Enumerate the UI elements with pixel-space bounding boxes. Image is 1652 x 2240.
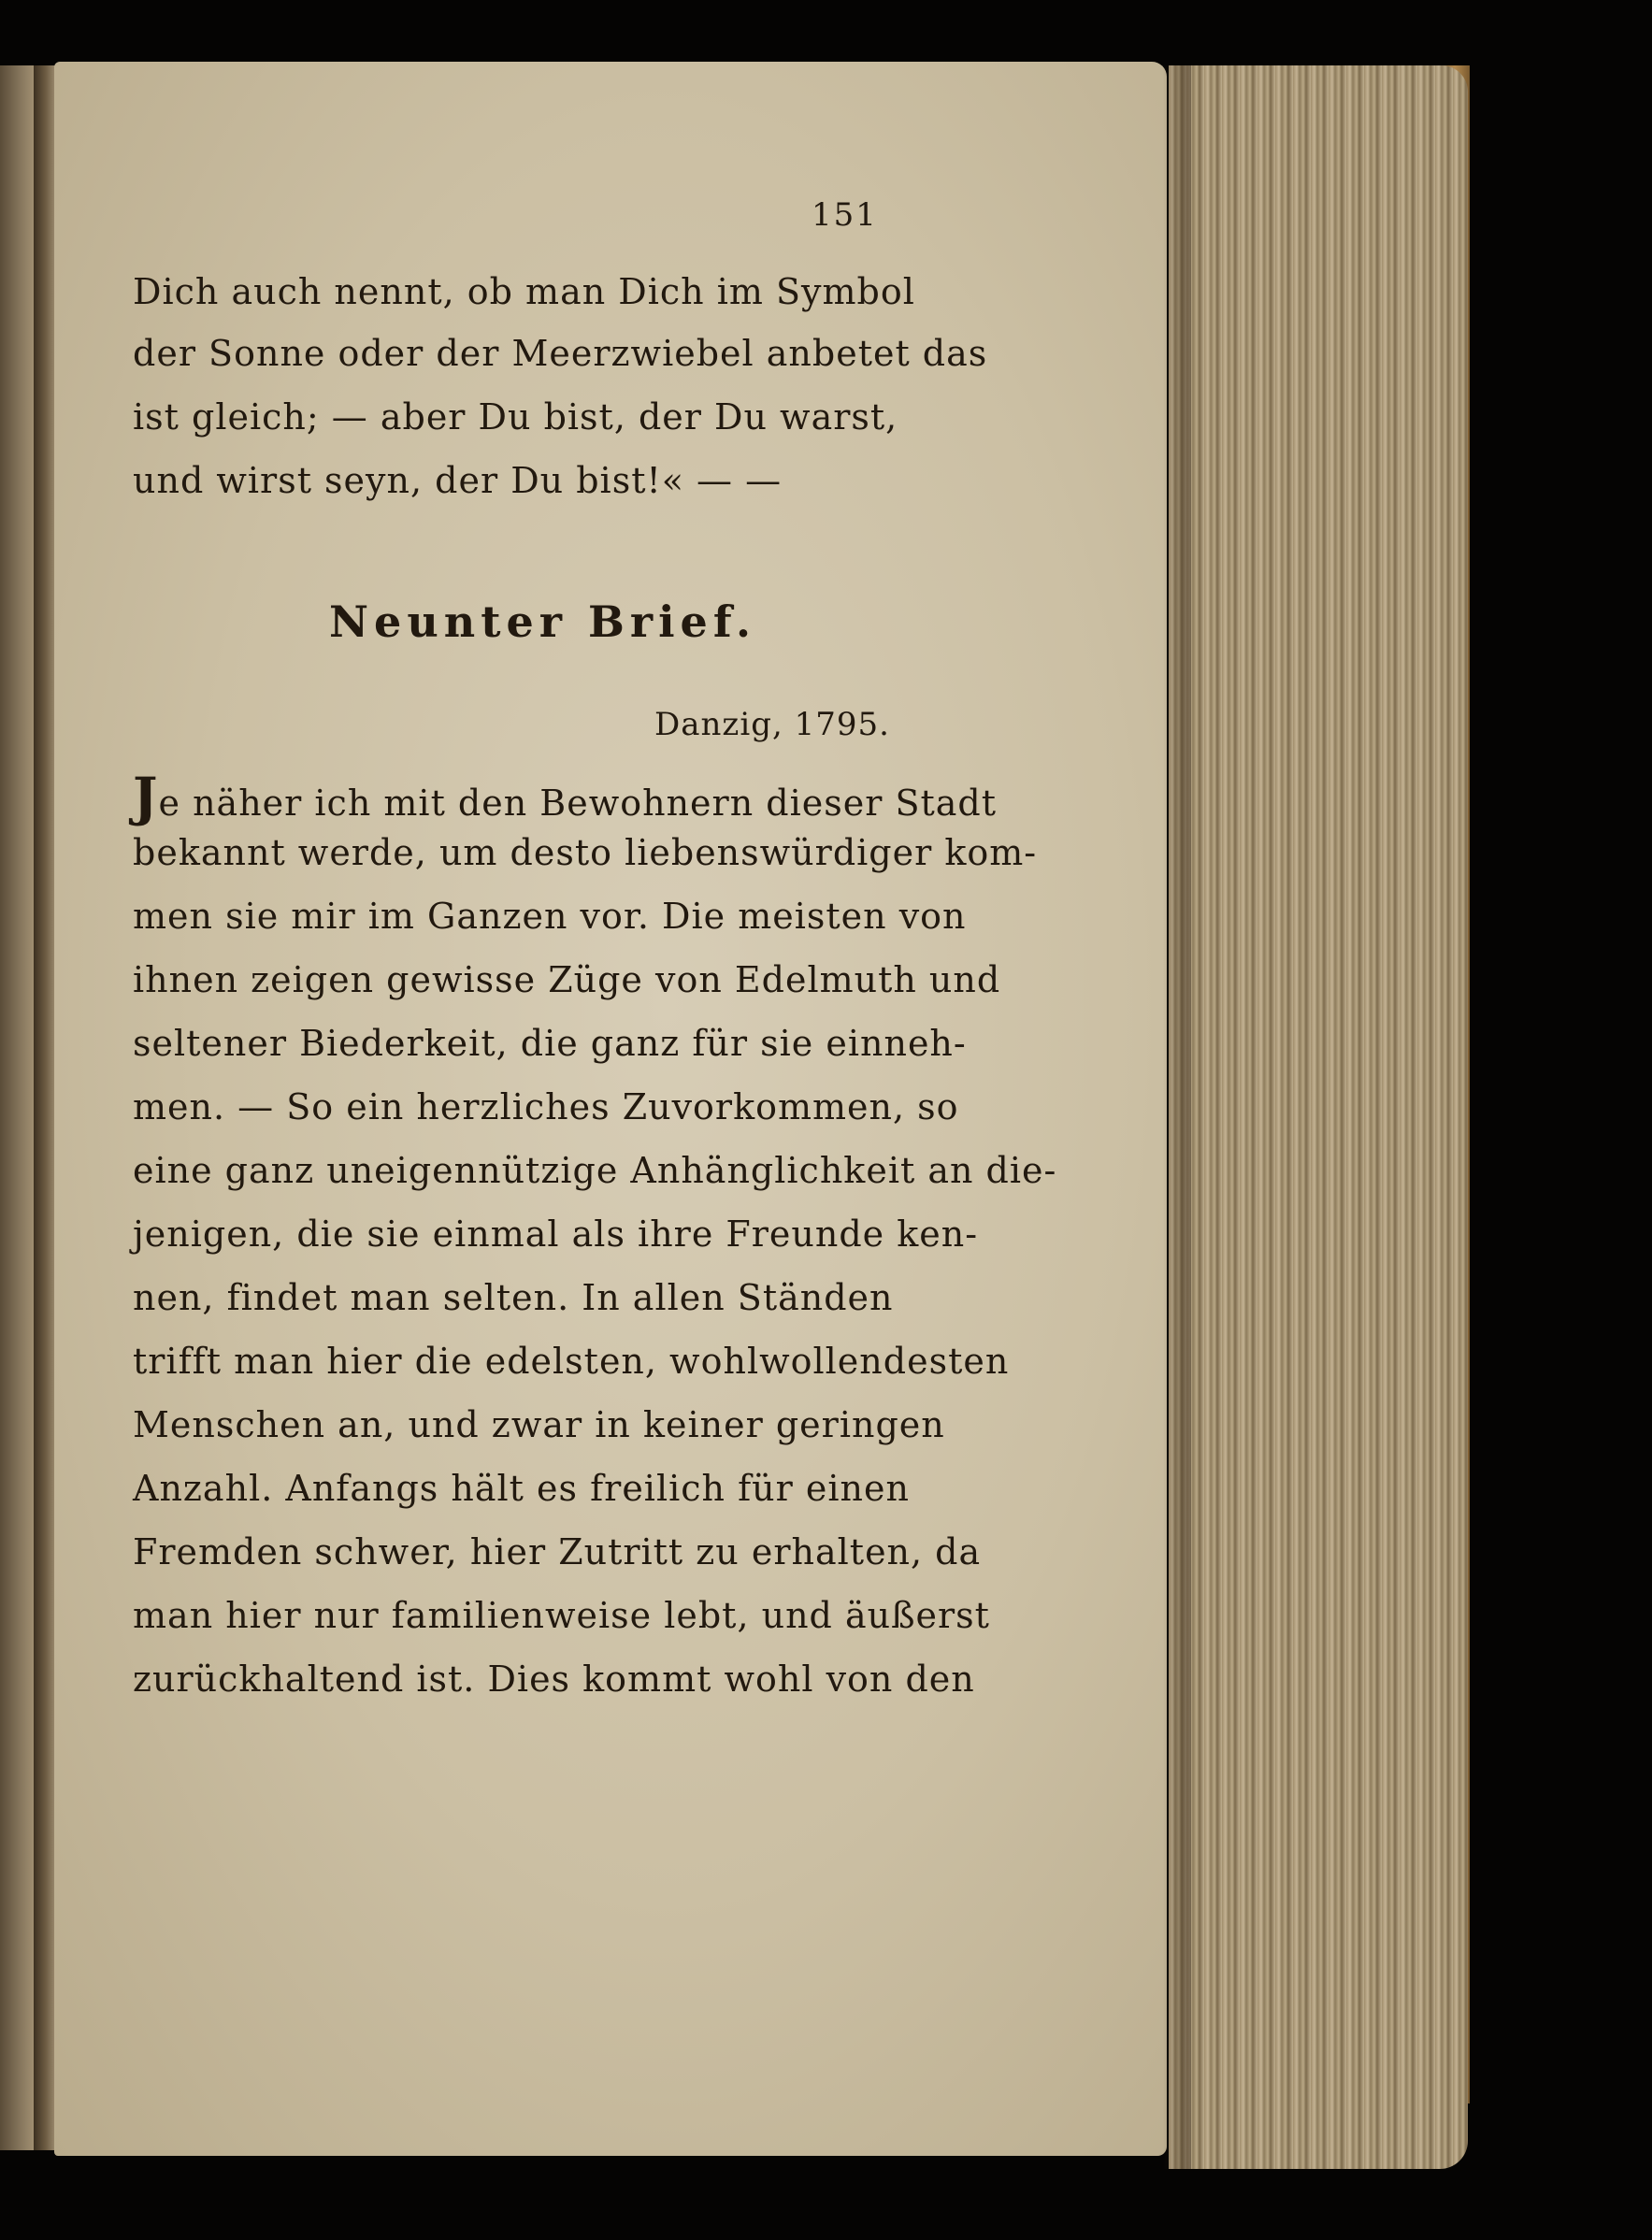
text-line: ist gleich; — aber Du bist, der Du warst, [133, 396, 898, 438]
text-line: nen, findet man selten. In allen Ständen [133, 1277, 894, 1318]
text-line: men. — So ein herzliches Zuvorkommen, so [133, 1086, 959, 1127]
text-line: jenigen, die sie einmal als ihre Freunde ken- [133, 1213, 979, 1255]
text-line: seltener Biederkeit, die ganz für sie einneh- [133, 1023, 967, 1064]
text-line: Dich auch nennt, ob man Dich im Symbol [133, 271, 915, 312]
text-line: man hier nur familienweise lebt, und äußerst [133, 1595, 990, 1636]
page-number: 151 [812, 196, 878, 234]
text-line: men sie mir im Ganzen vor. Die meisten von [133, 896, 967, 937]
chapter-heading: Neunter Brief. [329, 596, 756, 647]
text-line: Fremden schwer, hier Zutritt zu erhalten, da [133, 1531, 982, 1572]
text-line: bekannt werde, um desto liebenswürdiger kom- [133, 832, 1038, 873]
drop-cap: J [133, 767, 159, 828]
text-line: eine ganz uneigennützige Anhänglichkeit an die- [133, 1150, 1057, 1191]
text-line: zurückhaltend ist. Dies kommt wohl von den [133, 1658, 975, 1700]
text-line: Anzahl. Anfangs hält es freilich für einen [133, 1468, 910, 1509]
text-line: trifft man hier die edelsten, wohlwollendesten [133, 1341, 1010, 1382]
text-line: der Sonne oder der Meerzwiebel anbetet das [133, 333, 988, 374]
text-line: Menschen an, und zwar in keiner geringen [133, 1404, 945, 1445]
letter-dateline: Danzig, 1795. [654, 706, 890, 743]
page-block-edges [1169, 65, 1468, 2169]
left-page-edge [0, 65, 37, 2150]
first-body-line [133, 767, 997, 828]
text-line: ihnen zeigen gewisse Züge von Edelmuth und [133, 959, 1001, 1000]
text-line: und wirst seyn, der Du bist!« — — [133, 460, 783, 501]
page-edge-shadow [1163, 65, 1191, 2169]
first-line-text: e näher ich mit den Bewohnern dieser Stadt [158, 783, 998, 824]
